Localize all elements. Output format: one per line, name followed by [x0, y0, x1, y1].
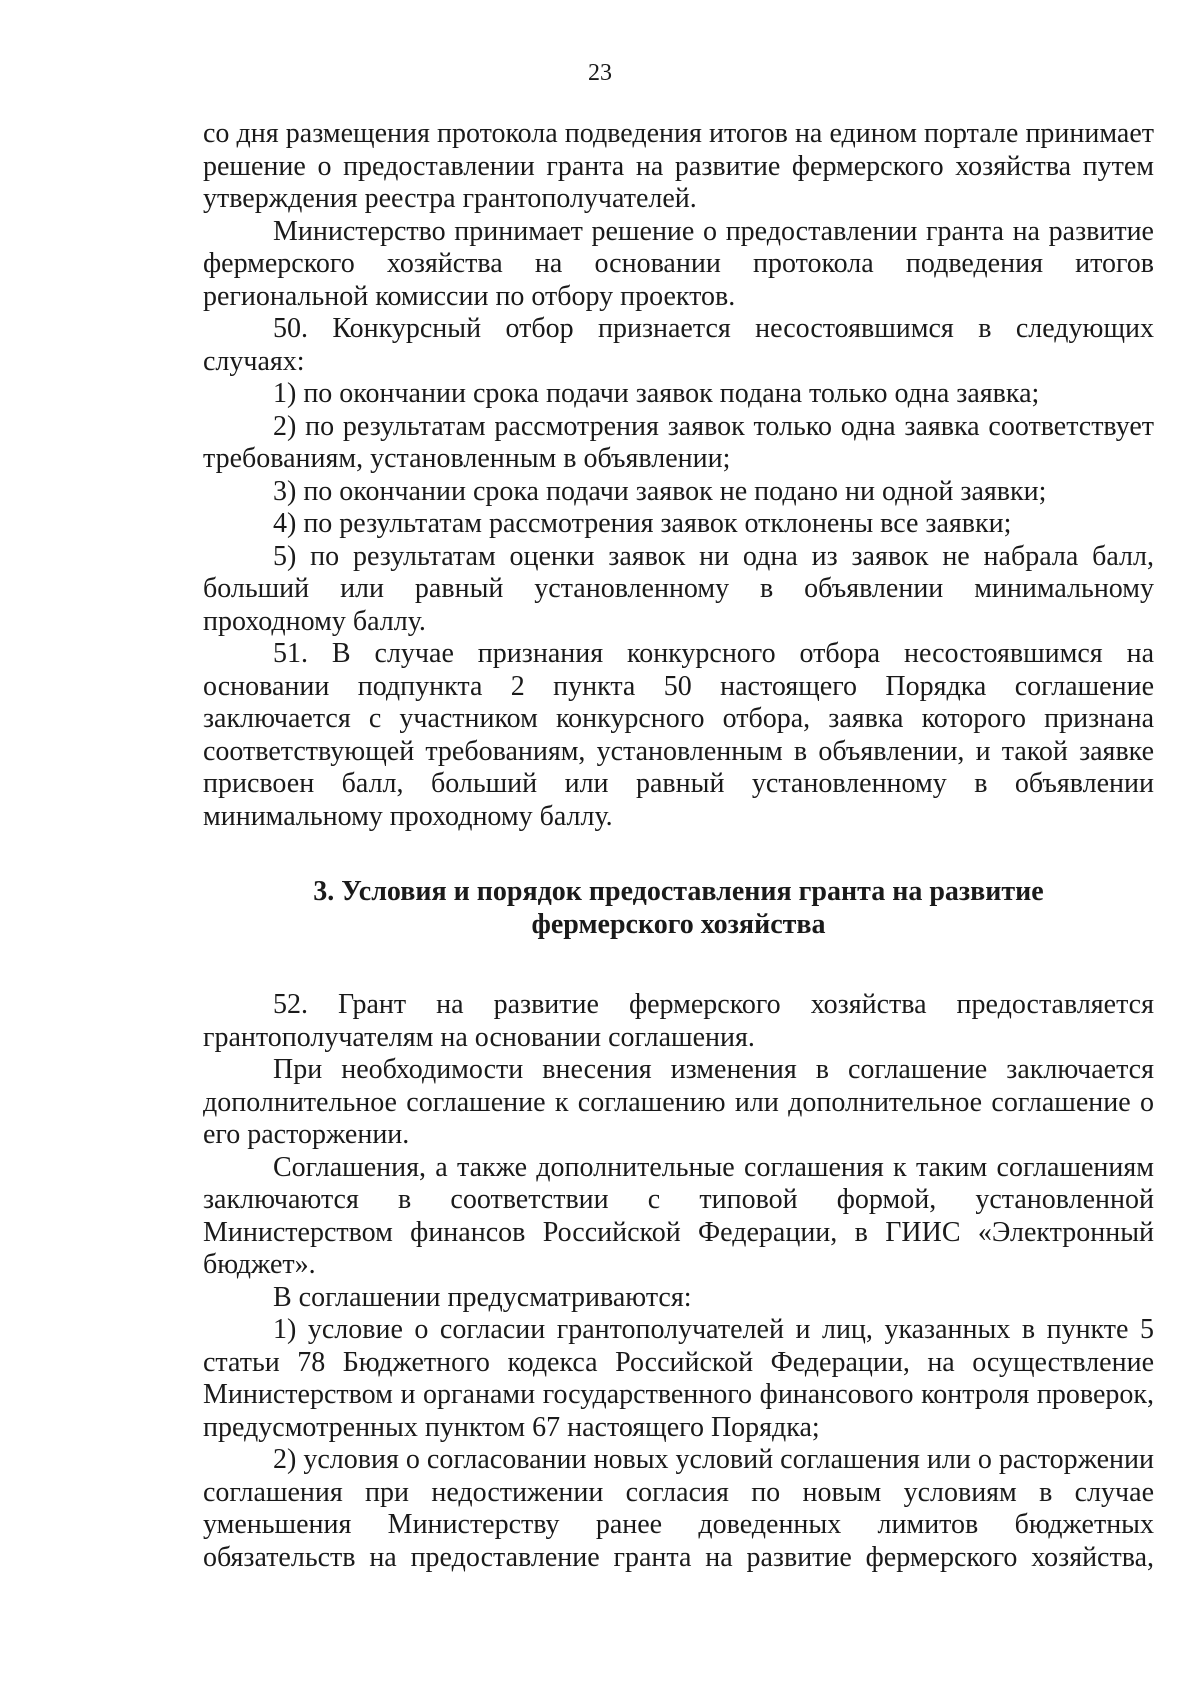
list-item: 1) условие о согласии грантополучателей и лиц, указанных в пункте 5 статьи 78 Бюджетного кодекса Российской Федерации, на осуществление Министерством и органами государственного финансового контроля проверок, предусмотренных пунктом 67 настоящего Порядка; — [203, 1314, 1154, 1443]
section-heading — [203, 875, 1154, 941]
section-heading-line: фермерского хозяйства — [531, 909, 826, 940]
document-body — [203, 118, 1154, 1574]
paragraph-item-52: 52. Грант на развитие фермерского хозяйства предоставляется грантополучателям на основании соглашения. — [203, 989, 1154, 1053]
paragraph-item-50: 50. Конкурсный отбор признается несостоявшимся в следующих случаях: — [203, 313, 1154, 377]
list-item: 1) по окончании срока подачи заявок подана только одна заявка; — [273, 378, 1040, 409]
list-item: 2) по результатам рассмотрения заявок только одна заявка соответствует требованиям, установленным в объявлении; — [203, 410, 1154, 474]
paragraph: со дня размещения протокола подведения итогов на едином портале принимает решение о предоставлении гранта на развитие фермерского хозяйства путем утверждения реестра грантополучателей. — [203, 118, 1154, 214]
list-item: 2) условия о согласовании новых условий соглашения или о расторжении соглашения при недостижении согласия по новым условиям в случае уменьшения Министерству ранее доведенных лимитов бюджетных обязательств на предоставление гранта на развитие фермерского хозяйства, — [203, 1444, 1154, 1573]
list-item: 3) по окончании срока подачи заявок не подано ни одной заявки; — [273, 475, 1047, 507]
paragraph: При необходимости внесения изменения в соглашение заключается дополнительное соглашение к соглашению или дополнительное соглашение о его расторжении. — [203, 1054, 1154, 1150]
list-item: 5) по результатам оценки заявок ни одна из заявок не набрала балл, больший или равный установленному в объявлении минимальному проходному баллу. — [203, 540, 1154, 637]
section-heading-line: 3. Условия и порядок предоставления гранта на развитие — [313, 876, 1044, 907]
paragraph: Соглашения, а также дополнительные соглашения к таким соглашениям заключаются в соответствии с типовой формой, установленной Министерством финансов Российской Федерации, в ГИИС «Электронный бюджет». — [203, 1151, 1154, 1280]
list-item: 4) по результатам рассмотрения заявок отклонены все заявки; — [273, 508, 1012, 539]
page-number: 23 — [588, 60, 612, 86]
paragraph: Министерство принимает решение о предоставлении гранта на развитие фермерского хозяйства на основании протокола подведения итогов региональной комиссии по отбору проектов. — [203, 215, 1154, 312]
paragraph-item-51: 51. В случае признания конкурсного отбора несостоявшимся на основании подпункта 2 пункта 50 настоящего Порядка соглашение заключается с участником конкурсного отбора, заявка которого признана соответствующей требованиям, установленным в объявлении, и такой заявке присвоен балл, больший или равный установленному в объявлении минимальному проходному баллу. — [203, 638, 1154, 832]
paragraph: В соглашении предусматриваются: — [273, 1281, 692, 1313]
